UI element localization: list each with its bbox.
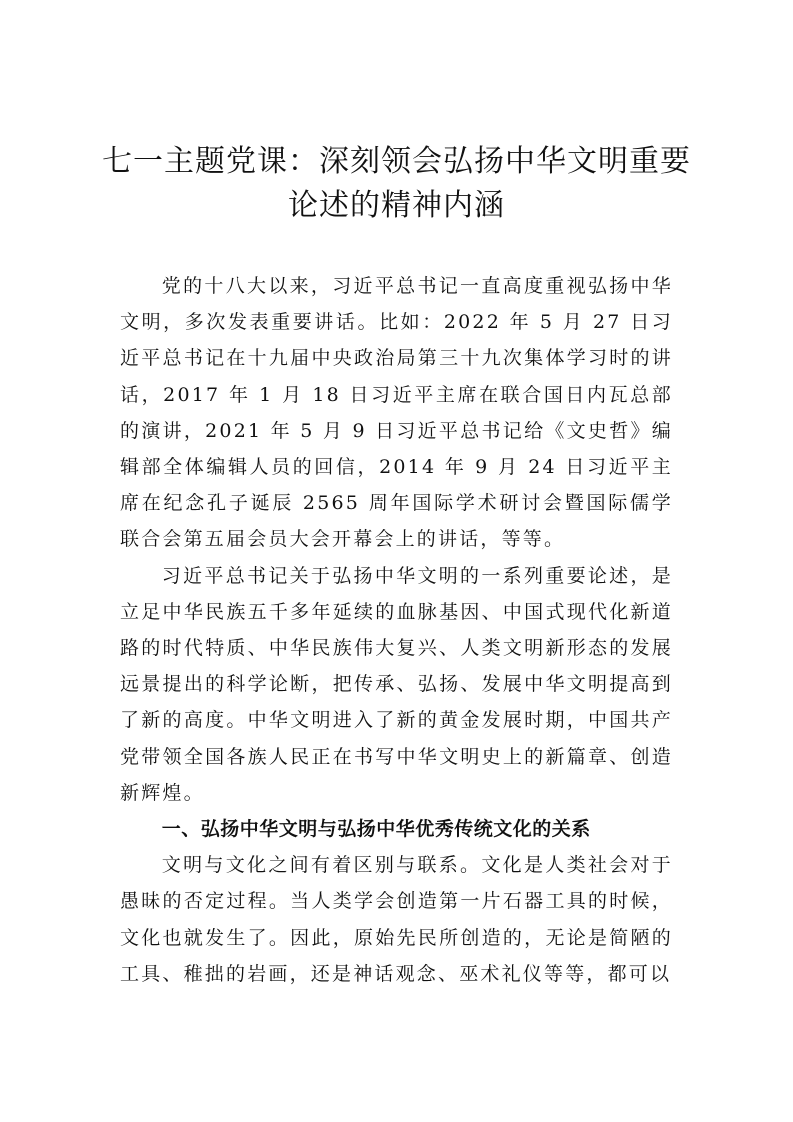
document-title (100, 140, 693, 228)
section-heading-1: 一、弘扬中华文明与弘扬中华优秀传统文化的关系 (161, 818, 591, 841)
paragraph-significance: 习近平总书记关于弘扬中华文明的一系列重要论述，是立足中华民族五千多年延续的血脉基因、中国式现代化新道路的时代特质、中华民族伟大复兴、人类文明新形态的发展远景提出的科学论断，把传承、弘扬、发展中华文明提高到了新的高度。中华文明进入了新的黄金发展时期，中国共产党带领全国各族人民正在书写中华文明史上的新篇章、创造新辉煌。 (120, 564, 673, 804)
paragraph-section-1: 文明与文化之间有着区别与联系。文化是人类社会对于愚昧的否定过程。当人类学会创造第一片石器工具的时候，文化也就发生了。因此，原始先民所创造的，无论是简陋的工具、稚拙的岩画，还是神话观念、巫术礼仪等等，都可以 (120, 854, 673, 985)
paragraph-intro: 党的十八大以来，习近平总书记一直高度重视弘扬中华文明，多次发表重要讲话。比如：2022 年 5 月 27 日习近平总书记在十九届中央政治局第三十九次集体学习时的讲话，2017 年 1 月 18 日习近平主席在联合国日内瓦总部的演讲，2021 年 5 月 9 日习近平总书记给《文史哲》编辑部全体编辑人员的回信，2014 年 9 月 24 日习近平主席在纪念孔子诞辰 2565 周年国际学术研讨会暨国际儒学联合会第五届会员大会开幕会上的讲话，等等。 (120, 275, 673, 551)
title-line-2: 论述的精神内涵 (288, 188, 505, 223)
document-body (120, 268, 673, 992)
title-line-1: 七一主题党课：深刻领会弘扬中华文明重要 (102, 144, 691, 179)
